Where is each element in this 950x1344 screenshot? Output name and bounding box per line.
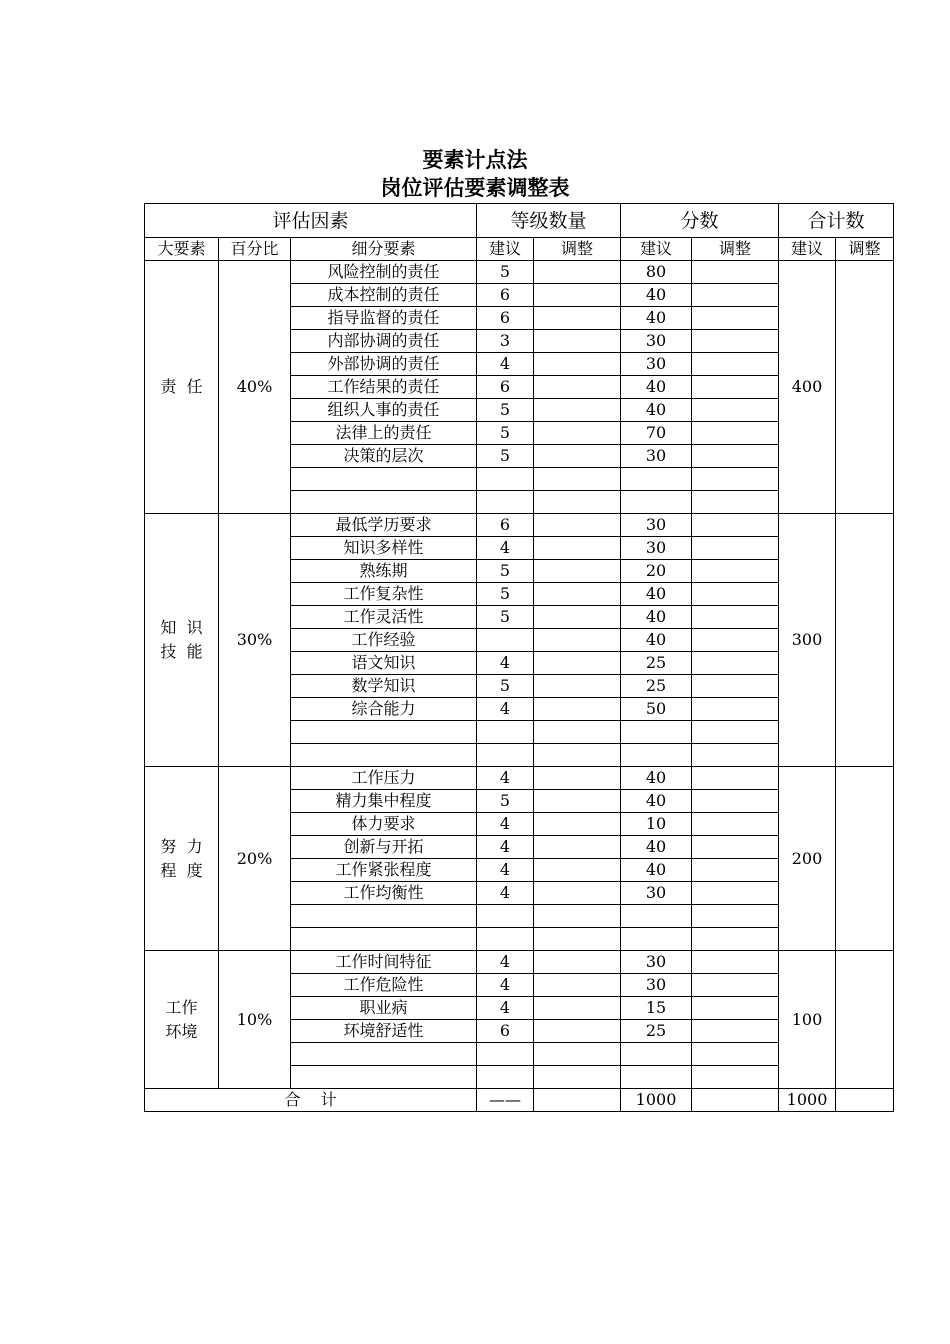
level-suggest-cell: 5: [477, 790, 534, 813]
score-adjust-cell: [692, 560, 779, 583]
sub-factor-cell: 职业病: [291, 997, 477, 1020]
sub-factor-cell: [291, 744, 477, 767]
level-suggest-cell: 5: [477, 583, 534, 606]
subheader-total-suggest: 建议: [779, 238, 836, 261]
score-adjust-cell: [692, 997, 779, 1020]
sub-factor-cell: 精力集中程度: [291, 790, 477, 813]
level-suggest-cell: 5: [477, 422, 534, 445]
score-suggest-cell: 20: [621, 560, 692, 583]
level-adjust-cell: [534, 974, 621, 997]
header-level-count: 等级数量: [477, 204, 621, 238]
percent-cell: 10%: [219, 951, 291, 1089]
summary-level: ——: [477, 1089, 534, 1112]
sub-factor-cell: [291, 491, 477, 514]
level-adjust-cell: [534, 1020, 621, 1043]
total-adjust-cell: [836, 767, 894, 951]
score-suggest-cell: 40: [621, 376, 692, 399]
table-row: [145, 951, 894, 974]
score-adjust-cell: [692, 307, 779, 330]
level-suggest-cell: [477, 468, 534, 491]
score-adjust-cell: [692, 583, 779, 606]
sub-factor-cell: 内部协调的责任: [291, 330, 477, 353]
level-suggest-cell: 4: [477, 997, 534, 1020]
percent-cell: 40%: [219, 261, 291, 514]
major-factor-name: 程 度: [160, 860, 203, 880]
score-suggest-cell: 40: [621, 836, 692, 859]
header-score: 分数: [621, 204, 779, 238]
score-suggest-cell: [621, 928, 692, 951]
level-suggest-cell: [477, 1043, 534, 1066]
level-suggest-cell: 4: [477, 951, 534, 974]
sub-factor-cell: [291, 1043, 477, 1066]
score-suggest-cell: 80: [621, 261, 692, 284]
score-adjust-cell: [692, 652, 779, 675]
level-suggest-cell: [477, 491, 534, 514]
evaluation-table: [144, 203, 894, 1112]
score-suggest-cell: 30: [621, 353, 692, 376]
score-suggest-cell: 25: [621, 675, 692, 698]
level-adjust-cell: [534, 606, 621, 629]
summary-total: 1000: [779, 1089, 836, 1112]
level-adjust-cell: [534, 1066, 621, 1089]
score-suggest-cell: 40: [621, 790, 692, 813]
score-adjust-cell: [692, 698, 779, 721]
level-adjust-cell: [534, 399, 621, 422]
total-adjust-cell: [836, 514, 894, 767]
score-suggest-cell: 25: [621, 1020, 692, 1043]
score-adjust-cell: [692, 445, 779, 468]
sub-factor-cell: 工作压力: [291, 767, 477, 790]
score-suggest-cell: [621, 1043, 692, 1066]
sub-factor-cell: 工作灵活性: [291, 606, 477, 629]
score-suggest-cell: 40: [621, 307, 692, 330]
score-suggest-cell: [621, 744, 692, 767]
level-adjust-cell: [534, 951, 621, 974]
subheader-level-suggest: 建议: [477, 238, 534, 261]
level-suggest-cell: 4: [477, 882, 534, 905]
level-adjust-cell: [534, 583, 621, 606]
score-adjust-cell: [692, 1043, 779, 1066]
document-title: 要素计点法: [422, 148, 528, 172]
score-adjust-cell: [692, 859, 779, 882]
percent-cell: 30%: [219, 514, 291, 767]
total-suggest-cell: 200: [779, 767, 836, 951]
sub-factor-cell: [291, 928, 477, 951]
level-adjust-cell: [534, 284, 621, 307]
level-suggest-cell: 4: [477, 353, 534, 376]
score-suggest-cell: 40: [621, 583, 692, 606]
subheader-score-adjust: 调整: [692, 238, 779, 261]
subheader-major-factor: 大要素: [145, 238, 219, 261]
score-adjust-cell: [692, 928, 779, 951]
score-suggest-cell: 30: [621, 445, 692, 468]
document-subtitle: 岗位评估要素调整表: [380, 176, 570, 200]
sub-factor-cell: 创新与开拓: [291, 836, 477, 859]
score-adjust-cell: [692, 606, 779, 629]
score-suggest-cell: 30: [621, 514, 692, 537]
score-adjust-cell: [692, 951, 779, 974]
sub-factor-cell: 数学知识: [291, 675, 477, 698]
header-row-2: [145, 238, 894, 261]
level-suggest-cell: 3: [477, 330, 534, 353]
score-suggest-cell: 40: [621, 767, 692, 790]
score-adjust-cell: [692, 629, 779, 652]
level-adjust-cell: [534, 790, 621, 813]
sub-factor-cell: 环境舒适性: [291, 1020, 477, 1043]
level-adjust-cell: [534, 537, 621, 560]
score-suggest-cell: 70: [621, 422, 692, 445]
major-factor-name: 工作: [165, 997, 198, 1017]
sub-factor-cell: [291, 905, 477, 928]
score-adjust-cell: [692, 721, 779, 744]
level-suggest-cell: [477, 928, 534, 951]
level-suggest-cell: 4: [477, 974, 534, 997]
subheader-total-adjust: 调整: [836, 238, 894, 261]
score-adjust-cell: [692, 399, 779, 422]
level-suggest-cell: [477, 905, 534, 928]
level-adjust-cell: [534, 445, 621, 468]
sub-factor-cell: 成本控制的责任: [291, 284, 477, 307]
subheader-sub-factor: 细分要素: [291, 238, 477, 261]
sub-factor-cell: 熟练期: [291, 560, 477, 583]
sub-factor-cell: 决策的层次: [291, 445, 477, 468]
header-factor: 评估因素: [145, 204, 477, 238]
score-suggest-cell: 40: [621, 284, 692, 307]
header-row-1: [145, 204, 894, 238]
level-adjust-cell: [534, 997, 621, 1020]
major-factor-cell: [145, 514, 219, 767]
table-row: [145, 514, 894, 537]
total-suggest-cell: 100: [779, 951, 836, 1089]
major-factor-name: 责 任: [160, 377, 203, 396]
total-adjust-cell: [836, 951, 894, 1089]
summary-score-adjust: [692, 1089, 779, 1112]
sub-factor-cell: 工作紧张程度: [291, 859, 477, 882]
score-adjust-cell: [692, 836, 779, 859]
level-suggest-cell: 5: [477, 399, 534, 422]
score-suggest-cell: 10: [621, 813, 692, 836]
sub-factor-cell: 组织人事的责任: [291, 399, 477, 422]
level-adjust-cell: [534, 1043, 621, 1066]
level-adjust-cell: [534, 836, 621, 859]
score-suggest-cell: 30: [621, 537, 692, 560]
score-suggest-cell: [621, 1066, 692, 1089]
level-adjust-cell: [534, 468, 621, 491]
table-row: [145, 261, 894, 284]
level-adjust-cell: [534, 330, 621, 353]
score-adjust-cell: [692, 376, 779, 399]
score-adjust-cell: [692, 905, 779, 928]
score-adjust-cell: [692, 882, 779, 905]
score-adjust-cell: [692, 974, 779, 997]
sub-factor-cell: 外部协调的责任: [291, 353, 477, 376]
level-suggest-cell: 4: [477, 537, 534, 560]
summary-score: 1000: [621, 1089, 692, 1112]
level-suggest-cell: 4: [477, 698, 534, 721]
score-adjust-cell: [692, 422, 779, 445]
score-suggest-cell: 30: [621, 974, 692, 997]
major-factor-cell: [145, 951, 219, 1089]
level-suggest-cell: [477, 744, 534, 767]
level-suggest-cell: 4: [477, 652, 534, 675]
level-suggest-cell: 4: [477, 767, 534, 790]
summary-total-adjust: [836, 1089, 894, 1112]
score-suggest-cell: [621, 468, 692, 491]
score-suggest-cell: 15: [621, 997, 692, 1020]
score-adjust-cell: [692, 790, 779, 813]
level-adjust-cell: [534, 560, 621, 583]
level-suggest-cell: 5: [477, 606, 534, 629]
level-adjust-cell: [534, 721, 621, 744]
sub-factor-cell: [291, 1066, 477, 1089]
score-suggest-cell: [621, 905, 692, 928]
level-suggest-cell: 6: [477, 514, 534, 537]
level-adjust-cell: [534, 514, 621, 537]
level-suggest-cell: 6: [477, 307, 534, 330]
level-adjust-cell: [534, 376, 621, 399]
level-adjust-cell: [534, 767, 621, 790]
level-suggest-cell: 4: [477, 813, 534, 836]
level-suggest-cell: 5: [477, 560, 534, 583]
score-adjust-cell: [692, 514, 779, 537]
score-suggest-cell: 40: [621, 399, 692, 422]
level-suggest-cell: 4: [477, 859, 534, 882]
score-adjust-cell: [692, 1020, 779, 1043]
level-suggest-cell: 6: [477, 284, 534, 307]
level-adjust-cell: [534, 307, 621, 330]
level-suggest-cell: 5: [477, 445, 534, 468]
score-adjust-cell: [692, 284, 779, 307]
sub-factor-cell: [291, 468, 477, 491]
level-suggest-cell: 5: [477, 675, 534, 698]
sub-factor-cell: 知识多样性: [291, 537, 477, 560]
level-adjust-cell: [534, 652, 621, 675]
sub-factor-cell: 最低学历要求: [291, 514, 477, 537]
sub-factor-cell: 语文知识: [291, 652, 477, 675]
score-suggest-cell: 40: [621, 606, 692, 629]
score-adjust-cell: [692, 330, 779, 353]
score-suggest-cell: 40: [621, 859, 692, 882]
total-suggest-cell: 300: [779, 514, 836, 767]
header-total: 合计数: [779, 204, 894, 238]
level-adjust-cell: [534, 675, 621, 698]
major-factor-cell: [145, 767, 219, 951]
total-suggest-cell: 400: [779, 261, 836, 514]
level-suggest-cell: 5: [477, 261, 534, 284]
score-adjust-cell: [692, 353, 779, 376]
score-suggest-cell: 25: [621, 652, 692, 675]
level-adjust-cell: [534, 905, 621, 928]
summary-label: 合 计: [145, 1089, 477, 1112]
score-adjust-cell: [692, 675, 779, 698]
score-adjust-cell: [692, 491, 779, 514]
score-suggest-cell: 30: [621, 330, 692, 353]
subheader-score-suggest: 建议: [621, 238, 692, 261]
sub-factor-cell: 工作复杂性: [291, 583, 477, 606]
level-suggest-cell: 6: [477, 376, 534, 399]
level-adjust-cell: [534, 928, 621, 951]
sub-factor-cell: 工作经验: [291, 629, 477, 652]
sub-factor-cell: 法律上的责任: [291, 422, 477, 445]
level-adjust-cell: [534, 353, 621, 376]
summary-level-adjust: [534, 1089, 621, 1112]
score-suggest-cell: 50: [621, 698, 692, 721]
score-suggest-cell: 30: [621, 951, 692, 974]
level-suggest-cell: [477, 721, 534, 744]
score-adjust-cell: [692, 468, 779, 491]
score-adjust-cell: [692, 813, 779, 836]
major-factor-name: 环境: [165, 1021, 198, 1041]
score-adjust-cell: [692, 744, 779, 767]
level-suggest-cell: [477, 629, 534, 652]
level-adjust-cell: [534, 813, 621, 836]
major-factor-name: 知 识: [160, 618, 203, 637]
level-adjust-cell: [534, 261, 621, 284]
subheader-percent: 百分比: [219, 238, 291, 261]
major-factor-name: 技 能: [160, 642, 203, 661]
sub-factor-cell: 工作结果的责任: [291, 376, 477, 399]
level-adjust-cell: [534, 744, 621, 767]
table-row: [145, 767, 894, 790]
sub-factor-cell: 工作时间特征: [291, 951, 477, 974]
level-adjust-cell: [534, 859, 621, 882]
score-suggest-cell: 30: [621, 882, 692, 905]
sub-factor-cell: [291, 721, 477, 744]
subheader-level-adjust: 调整: [534, 238, 621, 261]
sub-factor-cell: 工作均衡性: [291, 882, 477, 905]
score-adjust-cell: [692, 1066, 779, 1089]
total-adjust-cell: [836, 261, 894, 514]
level-adjust-cell: [534, 491, 621, 514]
score-adjust-cell: [692, 767, 779, 790]
sub-factor-cell: 风险控制的责任: [291, 261, 477, 284]
summary-row: [145, 1089, 894, 1112]
level-suggest-cell: 6: [477, 1020, 534, 1043]
major-factor-name: 努 力: [160, 836, 203, 856]
score-suggest-cell: [621, 491, 692, 514]
sub-factor-cell: 体力要求: [291, 813, 477, 836]
score-suggest-cell: [621, 721, 692, 744]
sub-factor-cell: 指导监督的责任: [291, 307, 477, 330]
percent-cell: 20%: [219, 767, 291, 951]
sub-factor-cell: 工作危险性: [291, 974, 477, 997]
level-adjust-cell: [534, 629, 621, 652]
level-suggest-cell: [477, 1066, 534, 1089]
sub-factor-cell: 综合能力: [291, 698, 477, 721]
level-adjust-cell: [534, 882, 621, 905]
major-factor-cell: [145, 261, 219, 514]
score-adjust-cell: [692, 261, 779, 284]
level-suggest-cell: 4: [477, 836, 534, 859]
score-adjust-cell: [692, 537, 779, 560]
level-adjust-cell: [534, 422, 621, 445]
score-suggest-cell: 40: [621, 629, 692, 652]
level-adjust-cell: [534, 698, 621, 721]
